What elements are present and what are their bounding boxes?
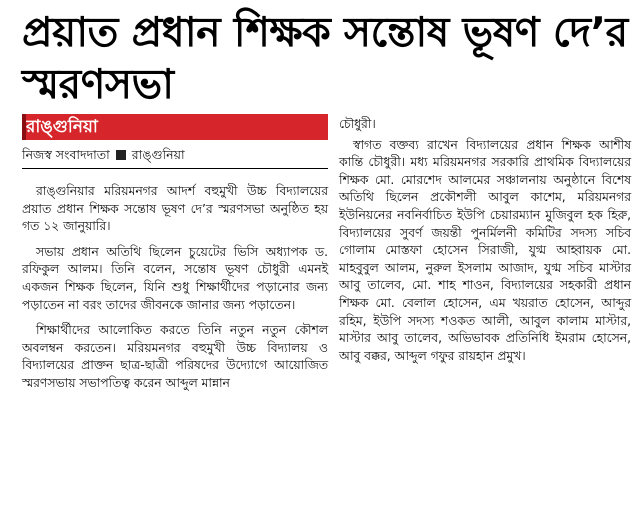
left-column [22,114,328,401]
article-paragraph-3: শিক্ষার্থীদের আলোকিত করতে তিনি নতুন নতুন কৌশল অবলম্বন করতেন। মরিয়মনগর বহুমুখী উচ্চ বিদ্যালয় ও বিদ্যালয়ের প্রাক্তন ছাত্র-ছাত্রী পরিষদের উদ্যোগে আয়োজিত স্মরণসভায় সভাপতিত্ব করেন আব্দুল মান্নান [22,323,328,390]
square-bullet-icon [116,150,126,160]
byline-author: নিজস্ব সংবাদদাতা [22,147,110,162]
article-paragraph-4: স্বাগত বক্তব্য রাখেন বিদ্যালয়ের প্রধান শিক্ষক আশীষ কান্তি চৌধুরী। মধ্য মরিয়মনগর সরকারি প্রাথমিক বিদ্যালয়ের শিক্ষক মো. মোরশেদ আলমের সঞ্চালনায় অনুষ্ঠানে বিশেষ অতিথি ছিলেন প্রকৌশলী আবুল কাশেম, মরিয়মনগর ইউনিয়নের নবনির্বাচিত ইউপি চেয়ারম্যান মুজিবুল হক হিরু, বিদ্যালয়ের সুবর্ণ জয়ন্তী পুনর্মিলনী কমিটির সদস্য সচিব গোলাম মোস্তফা হোসেন সিরাজী, যুগ্ম আহ্বায়ক মো. মাহবুবুল আলম, নুরুল ইসলাম আজাদ, যুগ্ম সচিব মাস্টার আবু তালেব, মো. শাহ শাওন, বিদ্যালয়ের সহকারী প্রধান শিক্ষক মো. বেলাল হোসেন, এম খয়রাত হোসেন, আব্দুর রহিম, ইউপি সদস্য শওকত আলী, আবুল কালাম মাস্টার, মাস্টার আবু তালেব, অভিভাবক প্রতিনিধি ইমরাম হোসেন, আবু বক্কর, আব্দুল গফুর রায়হান প্রমুখ। [339,137,631,363]
byline [22,146,328,169]
section-label: রাঙ্গুনিয়া [22,114,328,140]
article-paragraph-continued: চৌধুরী। [339,117,376,131]
article-paragraph-2: সভায় প্রধান অতিথি ছিলেন চুয়েটের ভিসি অধ্যাপক ড. রফিকুল আলম। তিনি বলেন, সন্তোষ ভূষণ চৌধুরী এমনই একজন শিক্ষক ছিলেন, যিনি শুধু শিক্ষার্থীদের পড়ানোর জন্য পড়াতেন না বরং তাদের জীবনকে জানার জন্য পড়াতেন। [22,244,328,312]
article-paragraph-1: রাঙ্গুনিয়ার মরিয়মনগর আদর্শ বহুমুখী উচ্চ বিদ্যালয়ের প্রয়াত প্রধান শিক্ষক সন্তোষ ভূষণ দে’র স্মরণসভা অনুষ্ঠিত হয় গত ১২ জানুয়ারি। [22,184,328,234]
byline-location: রাঙ্গুনিয়া [131,147,185,162]
right-column [339,116,631,368]
headline: প্রয়াত প্রধান শিক্ষক সন্তোষ ভূষণ দে’র স্মরণসভা [22,8,628,108]
